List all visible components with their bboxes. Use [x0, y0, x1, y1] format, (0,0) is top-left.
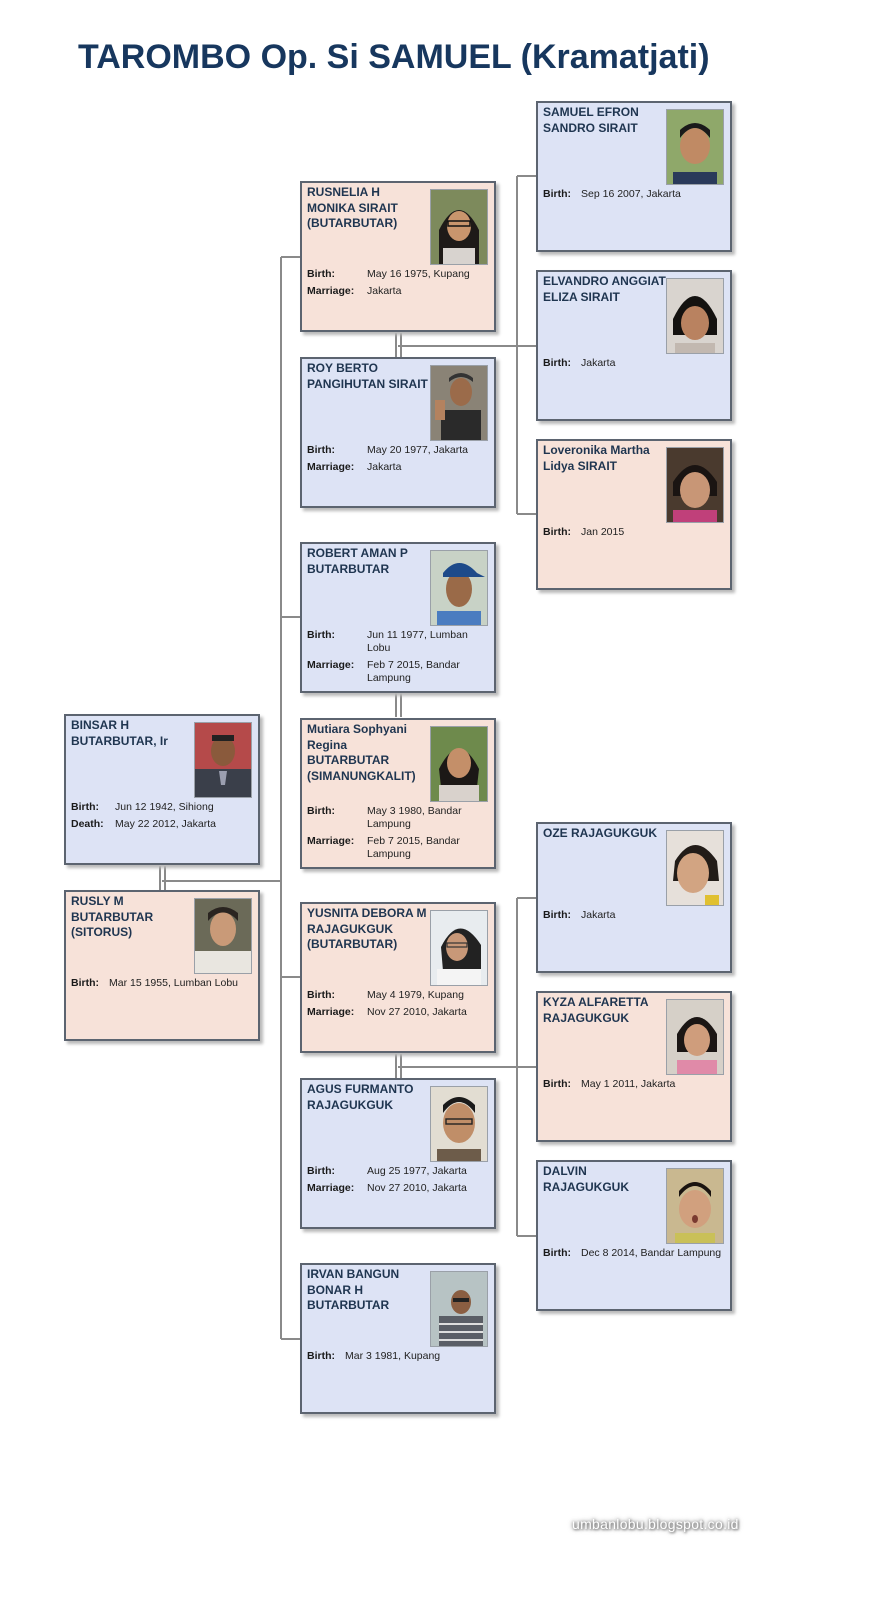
birth-value: May 4 1979, Kupang [367, 989, 464, 1001]
portrait-photo [430, 1271, 488, 1347]
birth-value: May 16 1975, Kupang [367, 268, 470, 280]
birth-label: Birth: [543, 1078, 571, 1090]
person-card-elvandro[interactable] [536, 270, 732, 421]
birth-value: Jakarta [581, 909, 616, 921]
person-card-mutiara[interactable] [300, 718, 496, 869]
birth-label: Birth: [307, 268, 335, 280]
portrait-photo [666, 109, 724, 185]
marriage-value: Feb 7 2015, Bandar Lampung [367, 835, 460, 860]
birth-value: Mar 3 1981, Kupang [345, 1350, 441, 1362]
birth-label: Birth: [307, 629, 335, 641]
portrait-photo [430, 1086, 488, 1162]
person-name: RUSLY M BUTARBUTAR (SITORUS) [71, 894, 154, 939]
marriage-label: Marriage: [307, 285, 355, 297]
birth-label: Birth: [307, 989, 335, 1001]
portrait-photo [194, 898, 252, 974]
marriage-label: Marriage: [307, 659, 355, 671]
birth-value: Aug 25 1977, Jakarta [367, 1165, 467, 1177]
portrait-photo [666, 278, 724, 354]
person-card-dalvin[interactable] [536, 1160, 732, 1311]
person-card-kyza[interactable] [536, 991, 732, 1142]
person-name: BINSAR H BUTARBUTAR, Ir [71, 718, 168, 748]
person-name: KYZA ALFARETTA RAJAGUKGUK [543, 995, 649, 1025]
person-name: IRVAN BANGUN BONAR H BUTARBUTAR [307, 1267, 400, 1312]
portrait-photo [666, 830, 724, 906]
person-card-rusly[interactable] [64, 890, 260, 1041]
birth-value: May 20 1977, Jakarta [367, 444, 468, 456]
person-card-samuel[interactable] [536, 101, 732, 252]
watermark: umbanlobu.blogspot.co.id [572, 1516, 739, 1532]
birth-value: Jun 11 1977, Lumban Lobu [367, 629, 468, 654]
birth-label: Birth: [543, 188, 571, 200]
portrait-photo [430, 910, 488, 986]
portrait-photo [666, 1168, 724, 1244]
birth-label: Birth: [307, 1165, 335, 1177]
person-card-robert[interactable] [300, 542, 496, 693]
birth-label: Birth: [71, 801, 99, 813]
birth-label: Birth: [543, 909, 571, 921]
birth-value: Jan 2015 [581, 526, 625, 538]
marriage-label: Marriage: [307, 835, 355, 847]
marriage-value: Jakarta [367, 285, 402, 297]
portrait-photo [430, 189, 488, 265]
person-card-loveronika[interactable] [536, 439, 732, 590]
marriage-label: Marriage: [307, 461, 355, 473]
portrait-photo [430, 726, 488, 802]
death-label: Death: [71, 818, 104, 830]
person-name: DALVIN RAJAGUKGUK [543, 1164, 630, 1194]
portrait-photo [194, 722, 252, 798]
page-title: TAROMBO Op. Si SAMUEL (Kramatjati) [78, 38, 710, 76]
marriage-value: Feb 7 2015, Bandar Lampung [367, 659, 460, 684]
portrait-photo [430, 550, 488, 626]
portrait-photo [430, 365, 488, 441]
marriage-value: Nov 27 2010, Jakarta [367, 1006, 467, 1018]
birth-label: Birth: [71, 977, 99, 989]
birth-value: Jun 12 1942, Sihiong [115, 801, 214, 813]
portrait-photo [666, 999, 724, 1075]
birth-value: Mar 15 1955, Lumban Lobu [109, 977, 239, 989]
person-name: SAMUEL EFRON SANDRO SIRAIT [543, 105, 639, 135]
birth-label: Birth: [543, 1247, 571, 1259]
birth-label: Birth: [307, 1350, 335, 1362]
person-name: ROBERT AMAN P BUTARBUTAR [307, 546, 408, 576]
marriage-value: Nov 27 2010, Jakarta [367, 1182, 467, 1194]
person-name: ROY BERTO PANGIHUTAN SIRAIT [307, 361, 428, 391]
person-card-rusnelia[interactable] [300, 181, 496, 332]
person-card-roy[interactable] [300, 357, 496, 508]
birth-value: May 1 2011, Jakarta [581, 1078, 676, 1090]
birth-value: May 3 1980, Bandar Lampung [367, 805, 462, 830]
person-card-irvan[interactable] [300, 1263, 496, 1414]
birth-label: Birth: [543, 357, 571, 369]
person-card-yusnita[interactable] [300, 902, 496, 1053]
person-card-binsar[interactable] [64, 714, 260, 865]
person-card-agus[interactable] [300, 1078, 496, 1229]
person-card-oze[interactable] [536, 822, 732, 973]
marriage-label: Marriage: [307, 1006, 355, 1018]
birth-value: Dec 8 2014, Bandar Lampung [581, 1247, 722, 1259]
person-name: Mutiara Sophyani Regina BUTARBUTAR (SIMANUNGKALIT) [307, 722, 416, 783]
birth-label: Birth: [543, 526, 571, 538]
person-name: Loveronika Martha Lidya SIRAIT [543, 443, 650, 473]
person-name: YUSNITA DEBORA M RAJAGUKGUK (BUTARBUTAR) [307, 906, 427, 951]
person-name: RUSNELIA H MONIKA SIRAIT (BUTARBUTAR) [307, 185, 398, 230]
birth-value: Sep 16 2007, Jakarta [581, 188, 681, 200]
birth-label: Birth: [307, 444, 335, 456]
birth-label: Birth: [307, 805, 335, 817]
person-name: ELVANDRO ANGGIAT ELIZA SIRAIT [543, 274, 666, 304]
birth-value: Jakarta [581, 357, 616, 369]
portrait-photo [666, 447, 724, 523]
marriage-value: Jakarta [367, 461, 402, 473]
death-value: May 22 2012, Jakarta [115, 818, 216, 830]
person-name: AGUS FURMANTO RAJAGUKGUK [307, 1082, 414, 1112]
marriage-label: Marriage: [307, 1182, 355, 1194]
person-name: OZE RAJAGUKGUK [543, 826, 658, 840]
